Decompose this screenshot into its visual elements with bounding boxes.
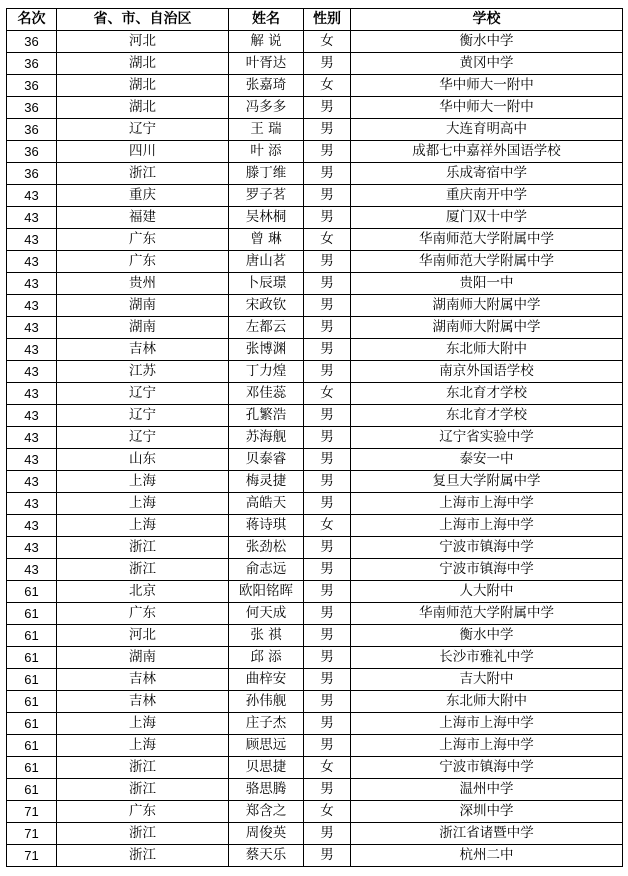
cell-gender: 男 <box>304 317 351 339</box>
cell-province: 上海 <box>57 735 229 757</box>
table-row <box>7 361 623 383</box>
cell-province: 浙江 <box>57 757 229 779</box>
table-row <box>7 581 623 603</box>
cell-school: 宁波市镇海中学 <box>351 757 623 779</box>
cell-province: 上海 <box>57 471 229 493</box>
cell-gender: 男 <box>304 581 351 603</box>
cell-school: 上海市上海中学 <box>351 713 623 735</box>
cell-school: 上海市上海中学 <box>351 735 623 757</box>
cell-school: 东北育才学校 <box>351 405 623 427</box>
cell-gender: 男 <box>304 119 351 141</box>
cell-name: 骆思腾 <box>229 779 304 801</box>
cell-province: 浙江 <box>57 823 229 845</box>
cell-province: 辽宁 <box>57 427 229 449</box>
table-row <box>7 251 623 273</box>
table-row <box>7 273 623 295</box>
cell-province: 上海 <box>57 713 229 735</box>
cell-rank: 61 <box>7 603 57 625</box>
cell-province: 湖北 <box>57 53 229 75</box>
cell-province: 重庆 <box>57 185 229 207</box>
cell-name: 孔繁浩 <box>229 405 304 427</box>
cell-school: 重庆南开中学 <box>351 185 623 207</box>
cell-school: 大连育明高中 <box>351 119 623 141</box>
cell-school: 华南师范大学附属中学 <box>351 251 623 273</box>
cell-province: 湖南 <box>57 317 229 339</box>
table-row <box>7 801 623 823</box>
header-name: 姓名 <box>229 9 304 31</box>
cell-name: 解 说 <box>229 31 304 53</box>
cell-school: 华中师大一附中 <box>351 97 623 119</box>
cell-name: 王 瑞 <box>229 119 304 141</box>
cell-gender: 女 <box>304 229 351 251</box>
table-header <box>7 9 623 31</box>
cell-rank: 61 <box>7 757 57 779</box>
cell-gender: 女 <box>304 75 351 97</box>
cell-province: 浙江 <box>57 779 229 801</box>
cell-rank: 36 <box>7 141 57 163</box>
cell-rank: 43 <box>7 361 57 383</box>
cell-school: 宁波市镇海中学 <box>351 559 623 581</box>
table-body <box>7 31 623 867</box>
table-row <box>7 427 623 449</box>
cell-rank: 61 <box>7 691 57 713</box>
cell-gender: 男 <box>304 405 351 427</box>
cell-name: 宋政钦 <box>229 295 304 317</box>
cell-province: 湖北 <box>57 97 229 119</box>
cell-school: 黄冈中学 <box>351 53 623 75</box>
cell-school: 贵阳一中 <box>351 273 623 295</box>
cell-name: 蔡天乐 <box>229 845 304 867</box>
cell-school: 衡水中学 <box>351 31 623 53</box>
cell-rank: 43 <box>7 317 57 339</box>
cell-rank: 61 <box>7 669 57 691</box>
cell-rank: 36 <box>7 97 57 119</box>
cell-gender: 男 <box>304 713 351 735</box>
cell-gender: 男 <box>304 625 351 647</box>
table-row <box>7 383 623 405</box>
cell-gender: 女 <box>304 801 351 823</box>
cell-rank: 43 <box>7 537 57 559</box>
cell-province: 浙江 <box>57 163 229 185</box>
cell-rank: 43 <box>7 405 57 427</box>
table-row <box>7 141 623 163</box>
cell-province: 湖南 <box>57 295 229 317</box>
table-row <box>7 339 623 361</box>
cell-province: 湖北 <box>57 75 229 97</box>
cell-province: 浙江 <box>57 537 229 559</box>
cell-province: 河北 <box>57 31 229 53</box>
cell-province: 四川 <box>57 141 229 163</box>
cell-rank: 43 <box>7 185 57 207</box>
cell-gender: 男 <box>304 603 351 625</box>
cell-rank: 43 <box>7 471 57 493</box>
cell-gender: 男 <box>304 493 351 515</box>
cell-gender: 女 <box>304 515 351 537</box>
header-rank: 名次 <box>7 9 57 31</box>
cell-name: 罗子茗 <box>229 185 304 207</box>
table-row <box>7 779 623 801</box>
cell-school: 浙江省诸暨中学 <box>351 823 623 845</box>
cell-rank: 43 <box>7 251 57 273</box>
cell-province: 广东 <box>57 801 229 823</box>
cell-name: 邓佳蕊 <box>229 383 304 405</box>
table-row <box>7 647 623 669</box>
cell-name: 张劲松 <box>229 537 304 559</box>
cell-rank: 43 <box>7 515 57 537</box>
cell-name: 周俊英 <box>229 823 304 845</box>
cell-rank: 71 <box>7 801 57 823</box>
table-row <box>7 295 623 317</box>
cell-school: 深圳中学 <box>351 801 623 823</box>
cell-province: 山东 <box>57 449 229 471</box>
cell-rank: 61 <box>7 713 57 735</box>
cell-name: 贝思捷 <box>229 757 304 779</box>
table-row <box>7 185 623 207</box>
cell-gender: 男 <box>304 295 351 317</box>
cell-rank: 36 <box>7 31 57 53</box>
cell-province: 浙江 <box>57 845 229 867</box>
table-row <box>7 691 623 713</box>
cell-province: 江苏 <box>57 361 229 383</box>
cell-name: 顾思远 <box>229 735 304 757</box>
cell-gender: 男 <box>304 823 351 845</box>
cell-province: 吉林 <box>57 669 229 691</box>
cell-school: 东北师大附中 <box>351 691 623 713</box>
header-row <box>7 9 623 31</box>
cell-province: 辽宁 <box>57 383 229 405</box>
cell-gender: 男 <box>304 53 351 75</box>
cell-province: 上海 <box>57 515 229 537</box>
cell-rank: 61 <box>7 735 57 757</box>
cell-school: 南京外国语学校 <box>351 361 623 383</box>
cell-school: 温州中学 <box>351 779 623 801</box>
cell-school: 乐成寄宿中学 <box>351 163 623 185</box>
cell-name: 孙伟舰 <box>229 691 304 713</box>
table-row <box>7 97 623 119</box>
header-school: 学校 <box>351 9 623 31</box>
cell-school: 湖南师大附属中学 <box>351 317 623 339</box>
cell-name: 苏海舰 <box>229 427 304 449</box>
header-gender: 性别 <box>304 9 351 31</box>
cell-rank: 43 <box>7 449 57 471</box>
cell-name: 丁力煌 <box>229 361 304 383</box>
cell-school: 衡水中学 <box>351 625 623 647</box>
cell-gender: 男 <box>304 427 351 449</box>
cell-rank: 43 <box>7 295 57 317</box>
cell-school: 上海市上海中学 <box>351 515 623 537</box>
cell-rank: 43 <box>7 207 57 229</box>
table-row <box>7 823 623 845</box>
cell-name: 梅灵捷 <box>229 471 304 493</box>
cell-gender: 男 <box>304 845 351 867</box>
cell-name: 冯多多 <box>229 97 304 119</box>
cell-rank: 43 <box>7 427 57 449</box>
cell-school: 杭州二中 <box>351 845 623 867</box>
cell-gender: 男 <box>304 647 351 669</box>
cell-province: 上海 <box>57 493 229 515</box>
cell-gender: 男 <box>304 669 351 691</box>
cell-name: 欧阳铭晖 <box>229 581 304 603</box>
table-row <box>7 471 623 493</box>
table-row <box>7 559 623 581</box>
cell-rank: 61 <box>7 647 57 669</box>
cell-name: 蒋诗琪 <box>229 515 304 537</box>
cell-school: 辽宁省实验中学 <box>351 427 623 449</box>
table-row <box>7 735 623 757</box>
cell-school: 长沙市雅礼中学 <box>351 647 623 669</box>
cell-name: 贝泰睿 <box>229 449 304 471</box>
table-row <box>7 75 623 97</box>
cell-rank: 43 <box>7 273 57 295</box>
cell-gender: 男 <box>304 537 351 559</box>
cell-province: 湖南 <box>57 647 229 669</box>
cell-name: 张 祺 <box>229 625 304 647</box>
cell-gender: 女 <box>304 757 351 779</box>
cell-gender: 女 <box>304 31 351 53</box>
cell-gender: 女 <box>304 383 351 405</box>
cell-name: 唐山茗 <box>229 251 304 273</box>
cell-gender: 男 <box>304 735 351 757</box>
cell-gender: 男 <box>304 251 351 273</box>
table-row <box>7 493 623 515</box>
results-table <box>6 8 623 867</box>
cell-school: 华南师范大学附属中学 <box>351 229 623 251</box>
cell-rank: 61 <box>7 581 57 603</box>
cell-name: 张博渊 <box>229 339 304 361</box>
cell-name: 叶胥达 <box>229 53 304 75</box>
cell-school: 人大附中 <box>351 581 623 603</box>
table-row <box>7 207 623 229</box>
cell-school: 厦门双十中学 <box>351 207 623 229</box>
cell-province: 北京 <box>57 581 229 603</box>
cell-gender: 男 <box>304 471 351 493</box>
cell-name: 高皓天 <box>229 493 304 515</box>
cell-rank: 36 <box>7 53 57 75</box>
table-row <box>7 53 623 75</box>
cell-province: 广东 <box>57 603 229 625</box>
table-row <box>7 163 623 185</box>
cell-name: 俞志远 <box>229 559 304 581</box>
cell-rank: 71 <box>7 845 57 867</box>
cell-rank: 36 <box>7 75 57 97</box>
cell-province: 广东 <box>57 229 229 251</box>
cell-school: 成都七中嘉祥外国语学校 <box>351 141 623 163</box>
cell-gender: 男 <box>304 779 351 801</box>
cell-name: 卜辰璟 <box>229 273 304 295</box>
table-row <box>7 31 623 53</box>
cell-name: 曾 琳 <box>229 229 304 251</box>
cell-name: 滕丁维 <box>229 163 304 185</box>
cell-school: 泰安一中 <box>351 449 623 471</box>
cell-school: 华中师大一附中 <box>351 75 623 97</box>
table-row <box>7 537 623 559</box>
cell-rank: 71 <box>7 823 57 845</box>
cell-province: 浙江 <box>57 559 229 581</box>
table-row <box>7 713 623 735</box>
cell-gender: 男 <box>304 339 351 361</box>
cell-rank: 43 <box>7 339 57 361</box>
table-row <box>7 317 623 339</box>
header-province: 省、市、自治区 <box>57 9 229 31</box>
cell-school: 东北育才学校 <box>351 383 623 405</box>
cell-name: 何天成 <box>229 603 304 625</box>
cell-gender: 男 <box>304 163 351 185</box>
cell-province: 吉林 <box>57 691 229 713</box>
cell-name: 庄子杰 <box>229 713 304 735</box>
cell-school: 上海市上海中学 <box>351 493 623 515</box>
cell-school: 华南师范大学附属中学 <box>351 603 623 625</box>
cell-gender: 男 <box>304 97 351 119</box>
cell-rank: 36 <box>7 119 57 141</box>
cell-name: 郑含之 <box>229 801 304 823</box>
table-row <box>7 625 623 647</box>
cell-gender: 男 <box>304 207 351 229</box>
cell-school: 复旦大学附属中学 <box>351 471 623 493</box>
cell-name: 左都云 <box>229 317 304 339</box>
cell-province: 贵州 <box>57 273 229 295</box>
cell-gender: 男 <box>304 691 351 713</box>
table-row <box>7 757 623 779</box>
cell-rank: 43 <box>7 559 57 581</box>
cell-rank: 43 <box>7 229 57 251</box>
cell-school: 吉大附中 <box>351 669 623 691</box>
cell-name: 叶 添 <box>229 141 304 163</box>
cell-name: 曲梓安 <box>229 669 304 691</box>
cell-rank: 61 <box>7 625 57 647</box>
cell-gender: 男 <box>304 449 351 471</box>
cell-province: 辽宁 <box>57 405 229 427</box>
cell-rank: 36 <box>7 163 57 185</box>
cell-gender: 男 <box>304 361 351 383</box>
cell-gender: 男 <box>304 273 351 295</box>
cell-gender: 男 <box>304 141 351 163</box>
cell-province: 广东 <box>57 251 229 273</box>
cell-rank: 43 <box>7 493 57 515</box>
cell-province: 吉林 <box>57 339 229 361</box>
cell-name: 吴林桐 <box>229 207 304 229</box>
cell-name: 张嘉琦 <box>229 75 304 97</box>
table-row <box>7 515 623 537</box>
cell-school: 湖南师大附属中学 <box>351 295 623 317</box>
table-row <box>7 405 623 427</box>
table-row <box>7 669 623 691</box>
table-row <box>7 449 623 471</box>
cell-name: 邱 添 <box>229 647 304 669</box>
cell-province: 福建 <box>57 207 229 229</box>
cell-rank: 61 <box>7 779 57 801</box>
cell-rank: 43 <box>7 383 57 405</box>
cell-school: 宁波市镇海中学 <box>351 537 623 559</box>
cell-province: 辽宁 <box>57 119 229 141</box>
cell-gender: 男 <box>304 185 351 207</box>
cell-gender: 男 <box>304 559 351 581</box>
cell-school: 东北师大附中 <box>351 339 623 361</box>
table-row <box>7 845 623 867</box>
table-row <box>7 119 623 141</box>
table-row <box>7 603 623 625</box>
table-row <box>7 229 623 251</box>
cell-province: 河北 <box>57 625 229 647</box>
